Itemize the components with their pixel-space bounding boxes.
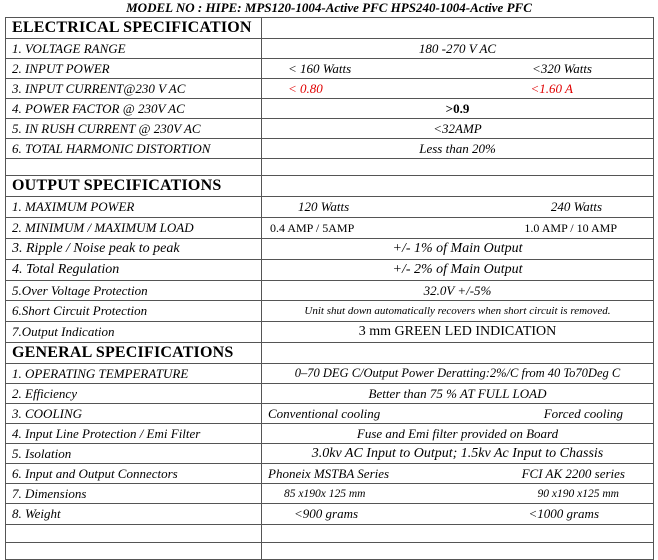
spec-value: 180 -270 V AC bbox=[262, 39, 654, 59]
table-row bbox=[6, 424, 654, 444]
table-row bbox=[6, 364, 654, 384]
spec-value: 3 mm GREEN LED INDICATION bbox=[262, 322, 654, 343]
spec-value-240w: FCI AK 2200 series bbox=[521, 465, 625, 481]
spec-value-240w: <320 Watts bbox=[532, 60, 592, 76]
table-row bbox=[6, 139, 654, 159]
model-title: MODEL NO : HIPE: MPS120-1004-Active PFC HPS240-1004-Active PFC bbox=[126, 0, 532, 15]
blank-row bbox=[6, 543, 654, 560]
section-header-output bbox=[6, 176, 654, 197]
table-row bbox=[6, 39, 654, 59]
spec-value-240w: 90 x190 x125 mm bbox=[537, 487, 619, 500]
spec-value-120w: < 160 Watts bbox=[288, 60, 352, 76]
spec-label: 6. Input and Output Connectors bbox=[6, 464, 262, 484]
blank-row bbox=[6, 525, 654, 543]
spec-label: 1. MAXIMUM POWER bbox=[6, 197, 262, 218]
spec-value-120w: Conventional cooling bbox=[268, 405, 381, 421]
spec-label: 4. Input Line Protection / Emi Filter bbox=[6, 424, 262, 444]
spec-label: 7. Dimensions bbox=[6, 484, 262, 504]
table-row bbox=[6, 59, 654, 79]
section-title: OUTPUT SPECIFICATIONS bbox=[6, 176, 262, 197]
spec-label: 1. VOLTAGE RANGE bbox=[6, 39, 262, 59]
spec-value: >0.9 bbox=[262, 99, 654, 119]
spec-label: 3. INPUT CURRENT@230 V AC bbox=[6, 79, 262, 99]
spec-value: 3.0kv AC Input to Output; 1.5kv Ac Input to Chassis bbox=[262, 444, 654, 464]
table-row bbox=[6, 322, 654, 343]
spec-label: 6. TOTAL HARMONIC DISTORTION bbox=[6, 139, 262, 159]
spec-label: 3. COOLING bbox=[6, 404, 262, 424]
spec-value: 32.0V +/-5% bbox=[262, 281, 654, 301]
section-title: ELECTRICAL SPECIFICATION bbox=[6, 18, 262, 39]
spec-value-120w: Phoneix MSTBA Series bbox=[268, 465, 390, 481]
table-row bbox=[6, 218, 654, 239]
table-row bbox=[6, 239, 654, 260]
table-row bbox=[6, 504, 654, 525]
table-row bbox=[6, 484, 654, 504]
spec-label: 7.Output Indication bbox=[6, 322, 262, 343]
spec-value: +/- 2% of Main Output bbox=[262, 260, 654, 281]
spec-value: 0–70 DEG C/Output Power Deratting:2%/C from 40 To70Deg C bbox=[262, 364, 654, 384]
table-row bbox=[6, 119, 654, 139]
spec-label: 4. Total Regulation bbox=[6, 260, 262, 281]
spec-value-240w: 240 Watts bbox=[550, 199, 602, 214]
table-row bbox=[6, 260, 654, 281]
table-row bbox=[6, 79, 654, 99]
table-row bbox=[6, 197, 654, 218]
spec-label: 5. Isolation bbox=[6, 444, 262, 464]
table-row bbox=[6, 404, 654, 424]
spec-value-120w: 120 Watts bbox=[298, 199, 350, 214]
spec-value-120w: <900 grams bbox=[294, 506, 359, 521]
spec-label: 6.Short Circuit Protection bbox=[6, 301, 262, 322]
spec-value-240w: <1.60 A bbox=[530, 80, 573, 96]
spec-label: 5.Over Voltage Protection bbox=[6, 281, 262, 301]
spec-label: 2. Efficiency bbox=[6, 384, 262, 404]
section-title: GENERAL SPECIFICATIONS bbox=[6, 343, 262, 364]
spec-value: <32AMP bbox=[262, 119, 654, 139]
spec-value-120w: 0.4 AMP / 5AMP bbox=[270, 220, 355, 235]
spec-value-240w: Forced cooling bbox=[543, 405, 623, 421]
spec-value: +/- 1% of Main Output bbox=[262, 239, 654, 260]
spec-value-120w: 85 x190x 125 mm bbox=[284, 487, 366, 500]
spec-label: 2. MINIMUM / MAXIMUM LOAD bbox=[6, 218, 262, 239]
spec-value-240w: <1000 grams bbox=[528, 506, 599, 521]
table-row bbox=[6, 281, 654, 301]
spec-value: Less than 20% bbox=[262, 139, 654, 159]
table-row bbox=[6, 464, 654, 484]
spec-value: Unit shut down automatically recovers when short circuit is removed. bbox=[262, 301, 654, 322]
spec-value: Fuse and Emi filter provided on Board bbox=[262, 424, 654, 444]
table-row bbox=[6, 444, 654, 464]
section-header-general bbox=[6, 343, 654, 364]
section-header-electrical bbox=[6, 18, 654, 39]
spec-label: 3. Ripple / Noise peak to peak bbox=[6, 239, 262, 260]
spec-table bbox=[5, 17, 654, 560]
spec-value-240w: 1.0 AMP / 10 AMP bbox=[524, 220, 617, 235]
table-row bbox=[6, 301, 654, 322]
table-row bbox=[6, 384, 654, 404]
spec-label: 1. OPERATING TEMPERATURE bbox=[6, 364, 262, 384]
spec-label: 2. INPUT POWER bbox=[6, 59, 262, 79]
spec-label: 5. IN RUSH CURRENT @ 230V AC bbox=[6, 119, 262, 139]
table-row bbox=[6, 99, 654, 119]
spec-value: Better than 75 % AT FULL LOAD bbox=[262, 384, 654, 404]
spec-label: 4. POWER FACTOR @ 230V AC bbox=[6, 99, 262, 119]
blank-row bbox=[6, 159, 654, 176]
spec-label: 8. Weight bbox=[6, 504, 262, 525]
spec-value-120w: < 0.80 bbox=[288, 80, 323, 96]
